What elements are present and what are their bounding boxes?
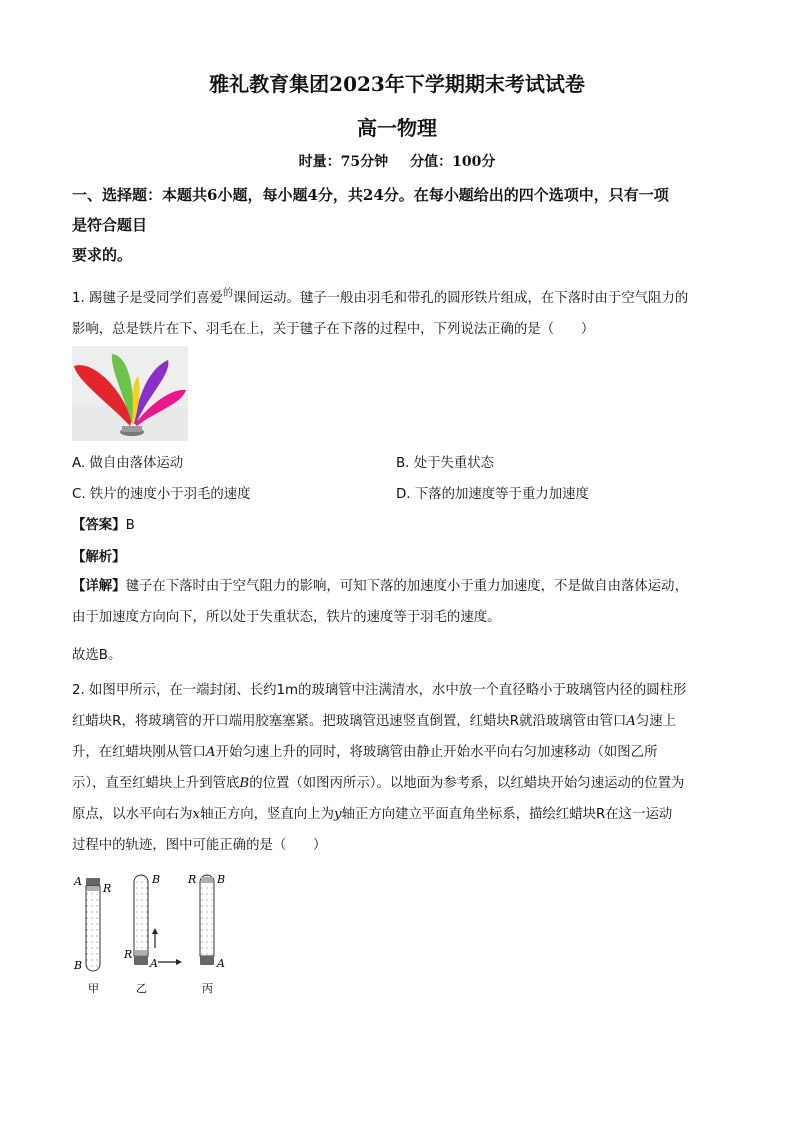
q1-option-d: D. 下落的加速度等于重力加速度 xyxy=(396,487,589,502)
q1-stem-part-a: 1. 踢毽子是受同学们喜爱 xyxy=(72,291,223,306)
q1-option-b: B. 处于失重状态 xyxy=(396,456,495,471)
q1-analysis-label xyxy=(72,546,126,565)
exam-score: 分值：100分 xyxy=(410,154,496,170)
answer-value: B xyxy=(125,518,135,533)
label-jia: 甲 xyxy=(88,982,99,995)
tube-yi xyxy=(123,873,182,995)
q1-stem-superscript: 的 xyxy=(222,288,233,299)
q1-option-c: C. 铁片的速度小于羽毛的速度 xyxy=(72,487,251,502)
label-a: A xyxy=(74,875,82,888)
q1-detail xyxy=(72,571,728,633)
label-a: A xyxy=(150,957,158,970)
q2-line3: 升，在红蜡块刚从管口A开始匀速上升的同时，将玻璃管由静止开始水平向右匀加速移动（如图乙所 xyxy=(72,745,658,760)
tube-bing xyxy=(187,873,225,995)
exam-title: 雅礼教育集团2023年下学期期末考试试卷 xyxy=(209,72,585,96)
section-heading-line2: 是符合题目 xyxy=(72,216,148,234)
q2-line1: 2. 如图甲所示，在一端封闭、长约1m的玻璃管中注满清水，水中放一个直径略小于玻璃管内径的圆柱形 xyxy=(72,683,687,698)
shuttlecock-photo xyxy=(72,346,188,441)
q1-stem xyxy=(72,278,728,345)
label-r: R xyxy=(124,948,133,961)
label-r: R xyxy=(103,882,112,895)
analysis-label: 【解析】 xyxy=(72,550,126,565)
tube-jia xyxy=(73,875,111,995)
q2-stem xyxy=(72,675,728,861)
label-b: B xyxy=(217,873,226,886)
label-b: B xyxy=(74,959,83,972)
section-heading-line3: 要求的。 xyxy=(72,246,133,264)
label-yi: 乙 xyxy=(136,982,147,995)
q2-line5: 原点，以水平向右为x轴正方向，竖直向上为y轴正方向建立平面直角坐标系，描绘红蜡块R在这一运动 xyxy=(72,807,673,822)
label-a: A xyxy=(217,957,225,970)
q1-conclusion: 故选B。 xyxy=(72,648,122,663)
q1-stem-line2: 影响，总是铁片在下、羽毛在上，关于毽子在下落的过程中，下列说法正确的是（ ） xyxy=(72,322,595,337)
q2-line6: 过程中的轨迹，图中可能正确的是（ ） xyxy=(72,838,327,853)
exam-subject: 高一物理 xyxy=(357,116,437,140)
label-bing: 丙 xyxy=(202,982,213,995)
answer-label: 【答案】 xyxy=(72,518,126,533)
section-heading-line1: 一、选择题：本题共6小题，每小题4分，共24分。在每小题给出的四个选项中，只有一项 xyxy=(72,186,669,204)
q1-option-a: A. 做自由落体运动 xyxy=(72,456,184,471)
q1-answer xyxy=(72,514,135,533)
q1-stem-part-b: 课间运动。毽子一般由羽毛和带孔的圆形铁片组成，在下落时由于空气阻力的 xyxy=(232,291,689,306)
section-heading xyxy=(72,180,732,270)
detail-line1: 毽子在下落时由于空气阻力的影响，可知下落的加速度小于重力加速度，不是做自由落体运动， xyxy=(125,579,688,594)
label-r: R xyxy=(188,873,197,886)
exam-meta xyxy=(0,151,794,171)
glass-tube-figure xyxy=(70,868,240,1003)
detail-line2: 由于加速度方向向下，所以处于失重状态，铁片的速度等于羽毛的速度。 xyxy=(72,610,501,625)
detail-label: 【详解】 xyxy=(72,579,126,594)
q2-line2: 红蜡块R，将玻璃管的开口端用胶塞塞紧。把玻璃管迅速竖直倒置，红蜡块R就沿玻璃管由管口A匀速上 xyxy=(72,714,677,729)
exam-time: 时量：75分钟 xyxy=(298,154,389,170)
label-b: B xyxy=(152,873,161,886)
q2-line4: 示），直至红蜡块上升到管底B的位置（如图丙所示）。以地面为参考系，以红蜡块开始匀速运动的位置为 xyxy=(72,776,685,791)
